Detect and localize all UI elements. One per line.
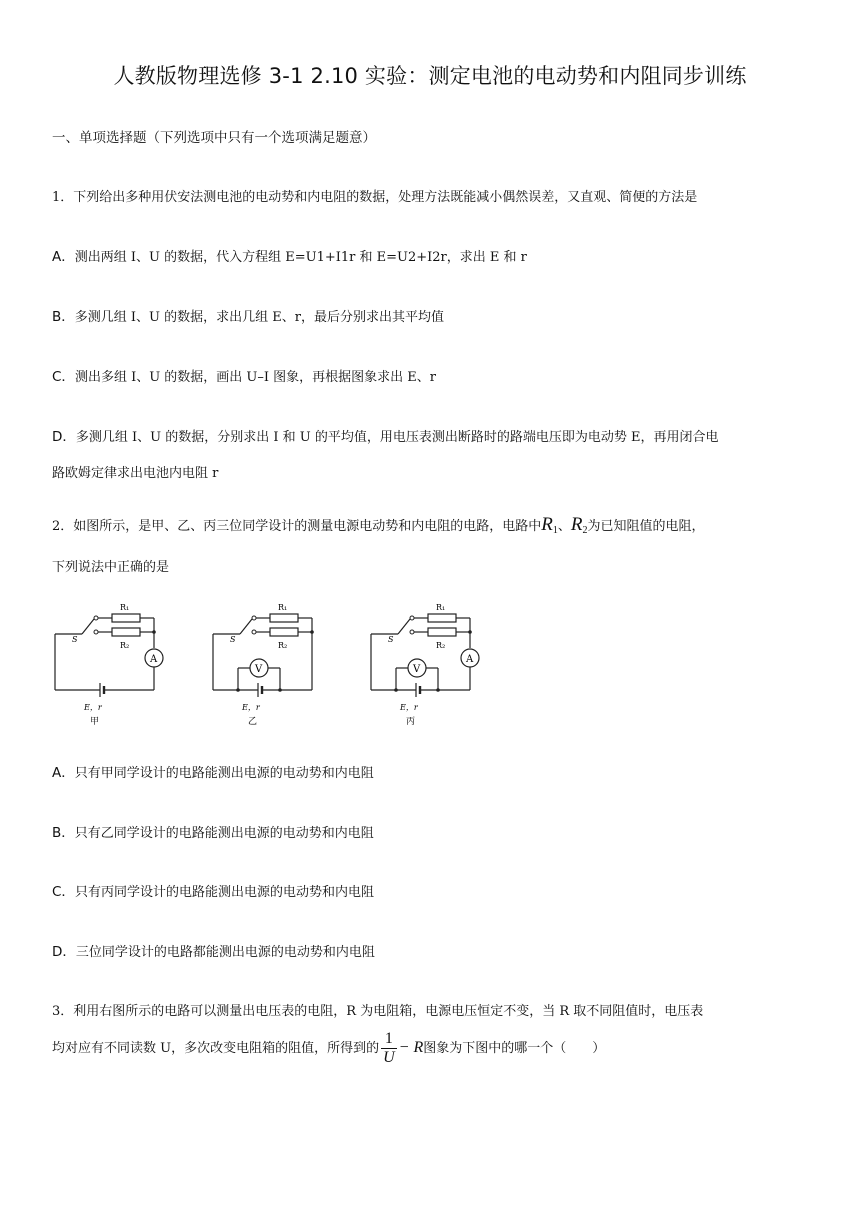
circuit-bing	[371, 603, 479, 727]
option-label: C．	[52, 369, 75, 385]
option-text: 只有乙同学设计的电路能测出电源的电动势和内电阻	[74, 826, 374, 841]
q1-option-c[interactable]	[52, 365, 436, 385]
circuit-jia	[55, 603, 163, 727]
r1-label: R₁	[436, 603, 446, 612]
option-text: 测出多组 I、U 的数据，画出 U–I 图象，再根据图象求出 E、r	[74, 370, 436, 385]
r2-label: R₂	[436, 641, 446, 650]
circuit-yi	[213, 603, 314, 727]
q2-stem-line2: 下列说法中正确的是	[52, 560, 170, 575]
q2-option-c[interactable]	[52, 880, 374, 900]
separator: 、	[557, 519, 571, 534]
q2-option-a[interactable]	[52, 761, 374, 781]
option-text: 只有甲同学设计的电路能测出电源的电动势和内电阻	[74, 766, 374, 781]
q2-stem-text: 2．如图所示，是甲、乙、丙三位同学设计的测量电源电动势和内电阻的电路，电路中	[52, 519, 542, 534]
q2-stem-text-2: 为已知阻值的电阻，	[587, 519, 705, 534]
q1-option-a[interactable]	[52, 245, 527, 265]
r2-label: R₂	[120, 641, 130, 650]
option-label: D．	[52, 429, 76, 445]
page-title: 人教版物理选修 3-1 2.10 实验：测定电池的电动势和内阻同步训练	[113, 64, 747, 88]
switch-label: S	[230, 635, 236, 644]
q3-stem-text-2: 图象为下图中的哪一个（ ）	[423, 1041, 606, 1056]
option-label: C．	[52, 884, 75, 900]
q3-stem-line2	[52, 1030, 605, 1067]
r1-symbol: $R_1$	[541, 514, 558, 536]
q1-option-b[interactable]	[52, 305, 444, 325]
switch-label: S	[72, 635, 78, 644]
option-text: 多测几组 I、U 的数据，求出几组 E、r，最后分别求出其平均值	[74, 310, 444, 325]
source-label: E，r	[242, 703, 260, 712]
voltmeter-label: V	[413, 664, 421, 675]
option-label: A．	[52, 249, 75, 265]
circuit-diagrams	[50, 596, 490, 732]
q1-option-d[interactable]	[52, 425, 719, 445]
figure-label-bing: 丙	[406, 717, 416, 727]
switch-label: S	[388, 635, 394, 644]
figure-label-jia: 甲	[90, 717, 100, 727]
minus-r-symbol: − R	[398, 1039, 424, 1056]
option-text: 只有丙同学设计的电路能测出电源的电动势和内电阻	[74, 885, 374, 900]
ammeter-label: A	[150, 654, 158, 665]
q3-stem: 3．利用右图所示的电路可以测量出电压表的电阻，R 为电阻箱，电源电压恒定不变，当 R 取不同阻值时，电压表	[52, 1004, 704, 1019]
option-label: B．	[52, 825, 75, 841]
q1-stem: 1．下列给出多种用伏安法测电池的电动势和内电阻的数据，处理方法既能减小偶然误差，又直观、简便的方法是	[52, 190, 698, 205]
option-label: B．	[52, 309, 75, 325]
r1-label: R₁	[120, 603, 130, 612]
q3-stem-text: 均对应有不同读数 U，多次改变电阻箱的阻值，所得到的	[52, 1041, 380, 1056]
ammeter-label: A	[466, 654, 474, 665]
source-label: E，r	[400, 703, 418, 712]
r2-label: R₂	[278, 641, 288, 650]
option-text: 测出两组 I、U 的数据，代入方程组 E=U1+I1r 和 E=U2+I2r，求出 E 和 r	[74, 250, 527, 265]
q2-option-b[interactable]	[52, 821, 374, 841]
option-text: 三位同学设计的电路都能测出电源的电动势和内电阻	[75, 945, 375, 960]
q2-stem	[52, 514, 705, 536]
option-label: D．	[52, 944, 76, 960]
r1-label: R₁	[278, 603, 288, 612]
section-heading: 一、单项选择题（下列选项中只有一个选项满足题意）	[52, 130, 376, 146]
r2-symbol: $R_2$	[570, 514, 588, 536]
option-label: A．	[52, 765, 75, 781]
q2-option-d[interactable]	[52, 940, 375, 960]
figure-label-yi: 乙	[248, 717, 258, 727]
source-label: E，r	[84, 703, 102, 712]
fraction-one-over-u: $\frac{1}{U}$	[383, 1030, 395, 1066]
voltmeter-label: V	[255, 664, 263, 675]
q1-option-d-continued: 路欧姆定律求出电池内电阻 r	[52, 466, 219, 481]
option-text: 多测几组 I、U 的数据，分别求出 I 和 U 的平均值，用电压表测出断路时的路端电压即为电动势 E，再用闭合电	[75, 430, 719, 445]
